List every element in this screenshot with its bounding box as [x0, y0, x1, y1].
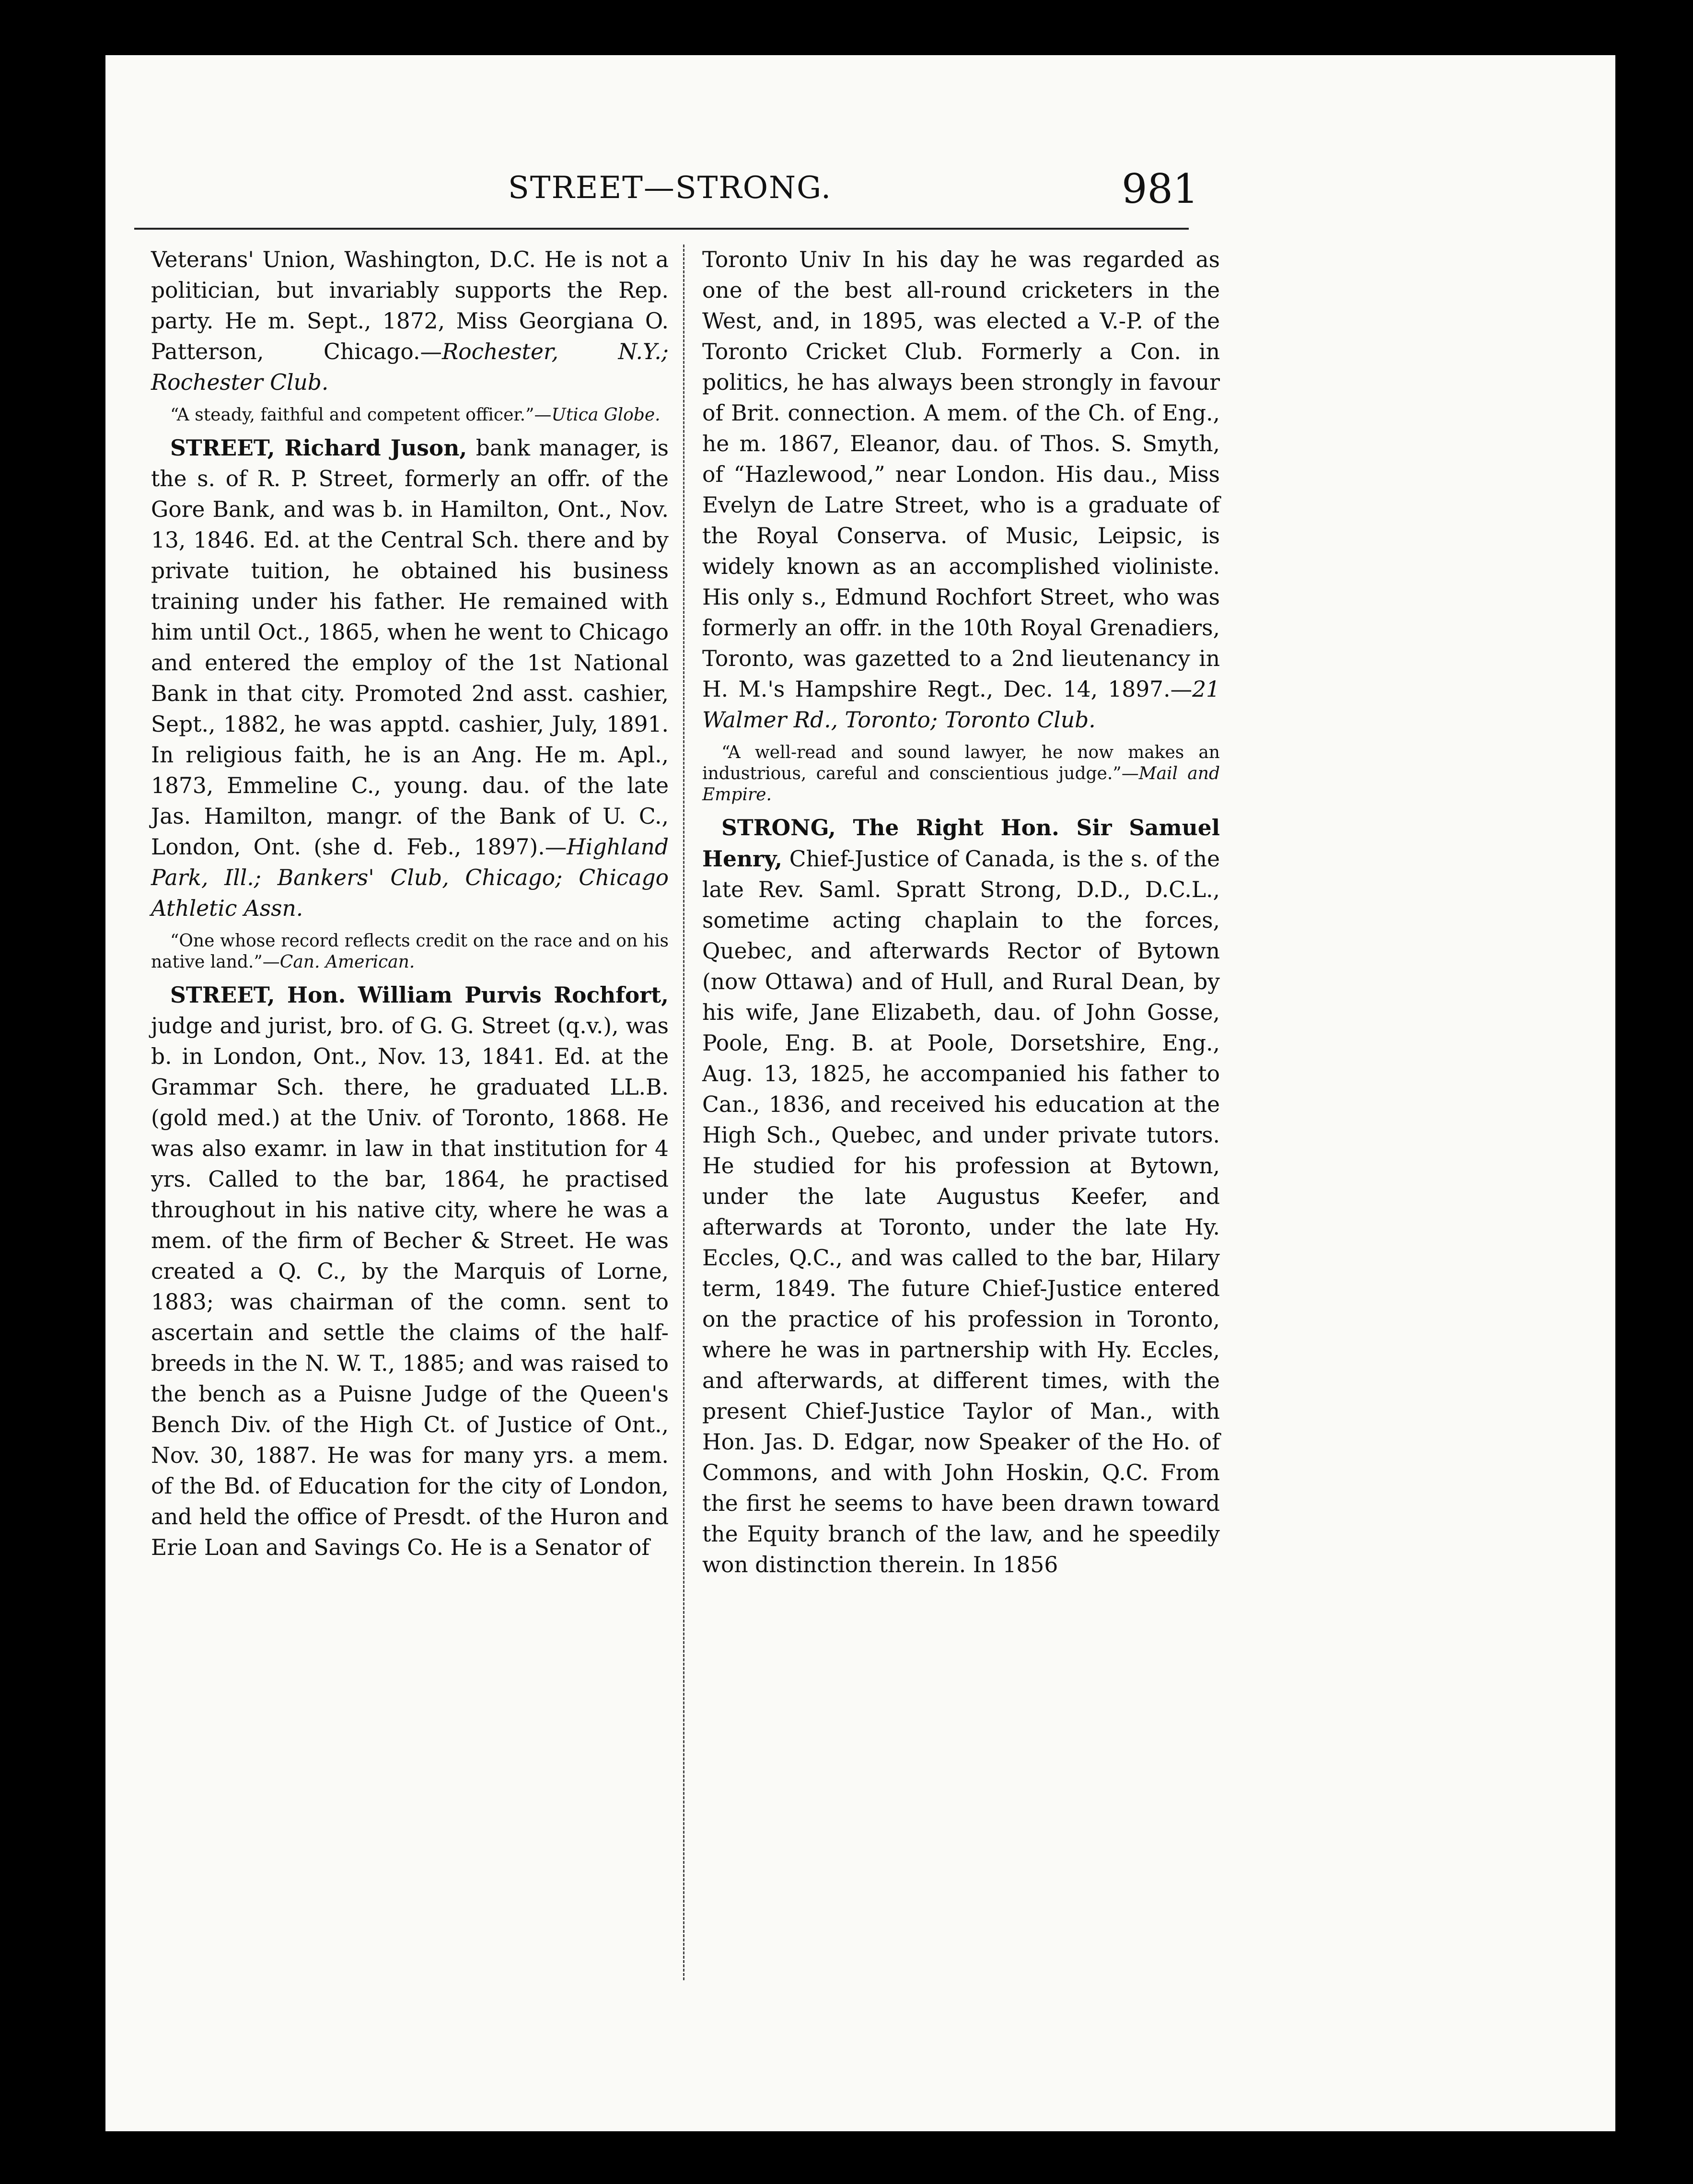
column-divider [683, 245, 684, 1980]
entry-continuation [702, 245, 1220, 736]
quote-source: Utica Globe. [551, 405, 661, 425]
entry-text: judge and jurist, bro. of G. G. Street (q.v.), was b. in London, Ont., Nov. 13, 1841. Ed. at the Grammar Sch. there, he graduated LL.B. (gold med.) at the Univ. of Toronto, 1868. He was also examr. in law in that institution for 4 yrs. Called to the bar, 1864, he practised throughout in his native city, where he was a mem. of the firm of Becher & Street. He was created a Q. C., by the Marquis of Lorne, 1883; was chairman of the comn. sent to ascertain and settle the claims of the half-breeds in the N. W. T., 1885; and was raised to the bench as a Puisne Judge of the Queen's Bench Div. of the High Ct. of Justice of Ont., Nov. 30, 1887. He was for many yrs. a mem. of the Bd. of Education for the city of London, and held the office of Presdt. of the Huron and Erie Loan and Savings Co. He is a Senator of [151, 1013, 669, 1560]
entry-text: Veterans' Union, Washington, D.C. He is not a politician, but invariably supports the Rep. party. He m. Sept., 1872, Miss Georgiana O. Patterson, Chicago.— [151, 247, 669, 364]
press-quote [702, 742, 1220, 806]
entry-headword: STRONG, The Right Hon. Sir Samuel Henry, [702, 815, 1220, 872]
quote-text: “One whose record reflects credit on the race and on his native land.”— [151, 931, 669, 972]
biography-entry [151, 432, 669, 924]
quote-source: Can. American. [279, 952, 415, 972]
biography-entry [702, 812, 1220, 1580]
entry-text: bank manager, is the s. of R. P. Street, formerly an offr. of the Gore Bank, and was b. in Hamilton, Ont., Nov. 13, 1846. Ed. at the Central Sch. there and by private tuition, he obtained his business training under his father. He remained with him until Oct., 1865, when he went to Chicago and entered the employ of the 1st National Bank in that city. Promoted 2nd asst. cashier, Sept., 1882, he was apptd. cashier, July, 1891. In religious faith, he is an Ang. He m. Apl., 1873, Emmeline C., young. dau. of the late Jas. Hamilton, mangr. of the Bank of U. C., London, Ont. (she d. Feb., 1897).— [151, 435, 669, 860]
entry-address: Highland Park, Ill.; Bankers' Club, Chicago; Chicago Athletic Assn. [151, 834, 669, 921]
entry-continuation [151, 245, 669, 398]
press-quote [151, 931, 669, 973]
entry-text: Toronto Univ In his day he was regarded as one of the best all-round cricketers in the West, and, in 1895, was elected a V.-P. of the Toronto Cricket Club. Formerly a Con. in politics, he has always been strongly in favour of Brit. connection. A mem. of the Ch. of Eng., he m. 1867, Eleanor, dau. of Thos. S. Smyth, of “Hazlewood,” near London. His dau., Miss Evelyn de Latre Street, who is a graduate of the Royal Conserva. of Music, Leipsic, is widely known as an accomplished violiniste. His only s., Edmund Rochfort Street, who was formerly an offr. in the 10th Royal Grenadiers, Toronto, was gazetted to a 2nd lieutenancy in H. M.'s Hampshire Regt., Dec. 14, 1897.— [702, 247, 1220, 702]
quote-source: Mail and Empire. [702, 764, 1220, 805]
page-number: 981 [1122, 165, 1199, 212]
entry-address: 21 Walmer Rd., Toronto; Toronto Club. [702, 677, 1220, 733]
entry-address: Rochester, N.Y.; Rochester Club. [151, 339, 669, 395]
entry-text: Chief-Justice of Canada, is the s. of the late Rev. Saml. Spratt Strong, D.D., D.C.L., sometime acting chaplain to the forces, Quebec, and afterwards Rector of Bytown (now Ottawa) and of Hull, and Rural Dean, by his wife, Jane Elizabeth, dau. of John Gosse, Poole, Eng. B. at Poole, Dorsetshire, Eng., Aug. 13, 1825, he accompanied his father to Can., 1836, and received his education at the High Sch., Quebec, and under private tutors. He studied for his profession at Bytown, under the late Augustus Keefer, and afterwards at Toronto, under the late Hy. Eccles, Q.C., and was called to the bar, Hilary term, 1849. The future Chief-Justice entered on the practice of his profession in Toronto, where he was in partnership with Hy. Eccles, and afterwards, at different times, with the present Chief-Justice Taylor of Man., with Hon. Jas. D. Edgar, now Speaker of the Ho. of Commons, and with John Hoskin, Q.C. From the first he seems to have been drawn toward the Equity branch of the law, and he speedily won distinction therein. In 1856 [702, 846, 1220, 1577]
running-title: STREET—STRONG. [508, 170, 832, 206]
right-column [702, 245, 1220, 1580]
press-quote [151, 405, 669, 426]
entry-headword: STREET, Richard Juson, [170, 435, 467, 461]
entry-headword: STREET, Hon. William Purvis Rochfort, [170, 982, 669, 1008]
running-head [105, 165, 1615, 223]
left-column [151, 245, 669, 1563]
quote-text: “A well-read and sound lawyer, he now makes an industrious, careful and conscientious judge.”— [702, 743, 1220, 783]
header-rule [134, 228, 1189, 230]
biography-entry [151, 980, 669, 1563]
scanned-page [105, 55, 1615, 2131]
quote-text: “A steady, faithful and competent officer.”— [170, 405, 552, 425]
